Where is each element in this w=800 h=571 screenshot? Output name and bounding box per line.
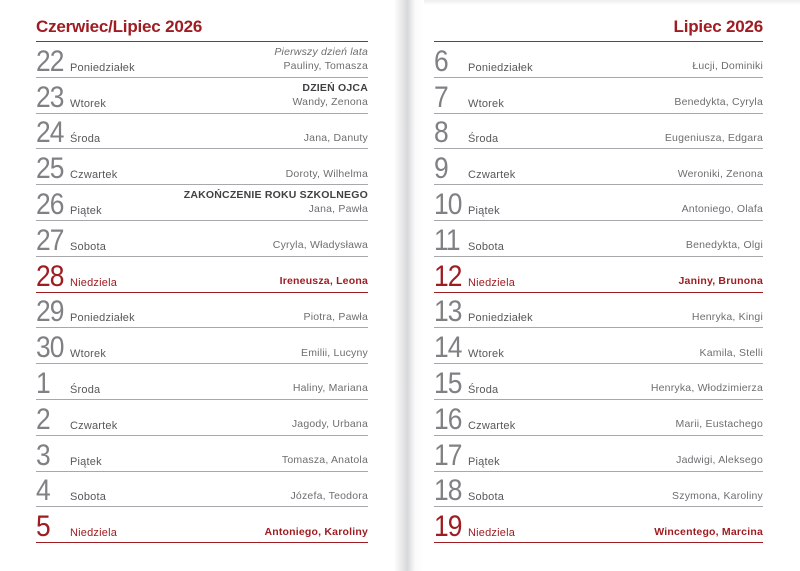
holiday-note: ZAKOŃCZENIE ROKU SZKOLNEGO: [183, 188, 368, 201]
name-day-names: Haliny, Mariana: [292, 382, 368, 395]
day-number: 3: [36, 438, 50, 472]
day-left-block: [434, 331, 505, 365]
day-number: 11: [434, 223, 460, 257]
day-right-block: [282, 453, 368, 468]
name-day-names: Jadwigi, Aleksego: [676, 454, 763, 467]
day-number: 6: [434, 44, 448, 78]
day-row: [434, 78, 763, 114]
name-day-names: Antoniego, Olafa: [681, 203, 763, 216]
name-day-names: Henryka, Kingi: [691, 310, 763, 323]
day-row: [434, 185, 763, 221]
weekday-label: Sobota: [468, 240, 505, 253]
day-number: 8: [434, 116, 448, 150]
day-number: 30: [36, 331, 64, 365]
name-day-names: Łucji, Dominiki: [692, 60, 763, 73]
day-row: [36, 436, 368, 472]
page-title: Lipiec 2026: [434, 0, 763, 42]
day-row: [434, 472, 763, 508]
day-row: [434, 149, 763, 185]
weekday-label: Piątek: [70, 204, 102, 217]
day-row: [434, 436, 763, 472]
day-right-block: [651, 381, 763, 396]
day-left-block: [36, 116, 101, 150]
name-day-names: Antoniego, Karoliny: [264, 525, 368, 538]
day-number: 18: [434, 474, 462, 508]
day-row: [36, 293, 368, 329]
holiday-note: Pierwszy dzień lata: [274, 45, 368, 58]
name-day-names: Józefa, Teodora: [290, 489, 368, 502]
day-row: [36, 472, 368, 508]
weekday-label: Piątek: [468, 455, 500, 468]
day-right-block: [686, 238, 763, 253]
page-spine-shadow: [394, 0, 424, 571]
name-day-names: Wandy, Zenona: [292, 96, 368, 109]
name-day-names: Doroty, Wilhelma: [285, 167, 368, 180]
day-number: 29: [36, 295, 64, 329]
day-right-block: [264, 525, 368, 540]
day-number: 17: [434, 438, 462, 472]
day-left-block: [434, 223, 505, 257]
day-right-block: [304, 131, 368, 146]
day-left-block: [434, 510, 516, 544]
right-page-rows: [434, 42, 763, 543]
weekday-label: Wtorek: [70, 97, 107, 110]
weekday-label: Wtorek: [468, 348, 505, 361]
weekday-label: Wtorek: [468, 97, 505, 110]
day-left-block: [434, 187, 500, 221]
day-left-block: [36, 44, 135, 78]
left-page: [36, 0, 368, 543]
day-number: 16: [434, 402, 462, 436]
day-number: 9: [434, 152, 448, 186]
day-right-block: [184, 188, 368, 217]
day-number: 19: [434, 510, 462, 544]
day-row: [36, 149, 368, 185]
day-right-block: [679, 274, 763, 289]
weekday-label: Sobota: [70, 240, 107, 253]
day-row: [434, 221, 763, 257]
day-left-block: [434, 438, 500, 472]
day-right-block: [682, 202, 763, 217]
name-day-names: Szymona, Karoliny: [672, 489, 763, 502]
day-left-block: [36, 438, 102, 472]
name-day-names: Weroniki, Zenona: [677, 167, 763, 180]
day-left-block: [434, 259, 516, 293]
day-row: [434, 257, 763, 293]
weekday-label: Czwartek: [468, 169, 516, 182]
day-left-block: [434, 116, 499, 150]
day-left-block: [36, 187, 102, 221]
day-number: 13: [434, 295, 462, 329]
day-left-block: [36, 331, 107, 365]
day-row: [36, 364, 368, 400]
day-left-block: [434, 152, 516, 186]
day-right-block: [292, 81, 368, 110]
name-day-names: Henryka, Włodzimierza: [650, 382, 763, 395]
day-left-block: [36, 474, 107, 508]
day-row: [434, 293, 763, 329]
name-day-names: Wincentego, Marcina: [654, 525, 763, 538]
day-right-block: [665, 131, 763, 146]
weekday-label: Środa: [70, 383, 101, 396]
day-right-block: [674, 95, 763, 110]
day-number: 10: [434, 187, 462, 221]
day-row: [36, 257, 368, 293]
day-number: 5: [36, 510, 50, 544]
weekday-label: Czwartek: [70, 169, 118, 182]
day-right-block: [692, 59, 763, 74]
name-day-names: Eugeniusza, Edgara: [664, 131, 763, 144]
name-day-names: Tomasza, Anatola: [281, 454, 368, 467]
name-day-names: Kamila, Stelli: [699, 346, 763, 359]
day-right-block: [274, 45, 368, 74]
day-right-block: [672, 489, 763, 504]
day-left-block: [36, 295, 135, 329]
weekday-label: Środa: [468, 383, 499, 396]
day-right-block: [700, 346, 764, 361]
day-number: 23: [36, 80, 64, 114]
weekday-label: Sobota: [70, 491, 107, 504]
weekday-label: Środa: [468, 133, 499, 146]
name-day-names: Cyryla, Władysława: [272, 239, 368, 252]
day-left-block: [36, 223, 107, 257]
name-day-names: Marii, Eustachego: [675, 418, 763, 431]
name-day-names: Pauliny, Tomasza: [283, 60, 368, 73]
weekday-label: Wtorek: [70, 348, 107, 361]
name-day-names: Emilii, Lucyny: [301, 346, 368, 359]
day-right-block: [292, 417, 368, 432]
day-number: 25: [36, 152, 64, 186]
day-number: 7: [434, 80, 448, 114]
day-left-block: [36, 152, 118, 186]
day-right-block: [304, 310, 368, 325]
day-number: 28: [36, 259, 64, 293]
day-left-block: [36, 366, 101, 400]
day-number: 22: [36, 44, 64, 78]
weekday-label: Piątek: [468, 204, 500, 217]
day-row: [434, 42, 763, 78]
day-row: [434, 328, 763, 364]
day-right-block: [286, 167, 368, 182]
day-row: [36, 42, 368, 78]
day-left-block: [36, 259, 118, 293]
day-number: 26: [36, 187, 64, 221]
day-right-block: [678, 167, 763, 182]
day-left-block: [434, 366, 499, 400]
day-row: [36, 78, 368, 114]
weekday-label: Poniedziałek: [70, 61, 135, 74]
day-left-block: [434, 44, 533, 78]
day-row: [36, 114, 368, 150]
day-right-block: [293, 381, 368, 396]
day-number: 27: [36, 223, 64, 257]
day-left-block: [36, 510, 118, 544]
day-row: [434, 400, 763, 436]
day-row: [434, 114, 763, 150]
day-right-block: [676, 453, 763, 468]
left-page-rows: [36, 42, 368, 543]
day-right-block: [290, 489, 368, 504]
weekday-label: Sobota: [468, 491, 505, 504]
day-right-block: [273, 238, 368, 253]
weekday-label: Poniedziałek: [468, 61, 533, 74]
weekday-label: Niedziela: [468, 276, 516, 289]
day-row: [434, 507, 763, 543]
day-number: 24: [36, 116, 64, 150]
day-left-block: [434, 474, 505, 508]
weekday-label: Czwartek: [70, 419, 118, 432]
day-row: [434, 364, 763, 400]
holiday-note: DZIEŃ OJCA: [302, 81, 368, 94]
name-day-names: Ireneusza, Leona: [279, 275, 368, 288]
day-number: 12: [434, 259, 462, 293]
name-day-names: Benedykta, Cyryla: [674, 96, 763, 109]
day-right-block: [280, 274, 368, 289]
day-row: [36, 221, 368, 257]
day-row: [36, 328, 368, 364]
day-row: [36, 185, 368, 221]
weekday-label: Poniedziałek: [468, 312, 533, 325]
weekday-label: Niedziela: [70, 276, 118, 289]
day-number: 4: [36, 474, 50, 508]
day-left-block: [434, 295, 533, 329]
name-day-names: Janiny, Brunona: [678, 275, 763, 288]
name-day-names: Benedykta, Olgi: [685, 239, 763, 252]
name-day-names: Jagody, Urbana: [291, 418, 368, 431]
name-day-names: Piotra, Pawła: [303, 310, 368, 323]
day-left-block: [36, 80, 107, 114]
day-right-block: [676, 417, 763, 432]
name-day-names: Jana, Pawła: [308, 203, 368, 216]
name-day-names: Jana, Danuty: [303, 131, 368, 144]
day-left-block: [36, 402, 118, 436]
weekday-label: Czwartek: [468, 419, 516, 432]
day-number: 2: [36, 402, 50, 436]
weekday-label: Niedziela: [468, 527, 516, 540]
day-number: 14: [434, 331, 462, 365]
day-row: [36, 400, 368, 436]
right-page: [434, 0, 763, 543]
page-title: Czerwiec/Lipiec 2026: [36, 0, 368, 42]
weekday-label: Poniedziałek: [70, 312, 135, 325]
day-right-block: [654, 525, 763, 540]
day-right-block: [692, 310, 763, 325]
weekday-label: Niedziela: [70, 527, 118, 540]
weekday-label: Środa: [70, 133, 101, 146]
day-number: 15: [434, 366, 462, 400]
day-left-block: [434, 80, 505, 114]
day-number: 1: [36, 366, 50, 400]
weekday-label: Piątek: [70, 455, 102, 468]
day-right-block: [301, 346, 368, 361]
day-left-block: [434, 402, 516, 436]
day-row: [36, 507, 368, 543]
